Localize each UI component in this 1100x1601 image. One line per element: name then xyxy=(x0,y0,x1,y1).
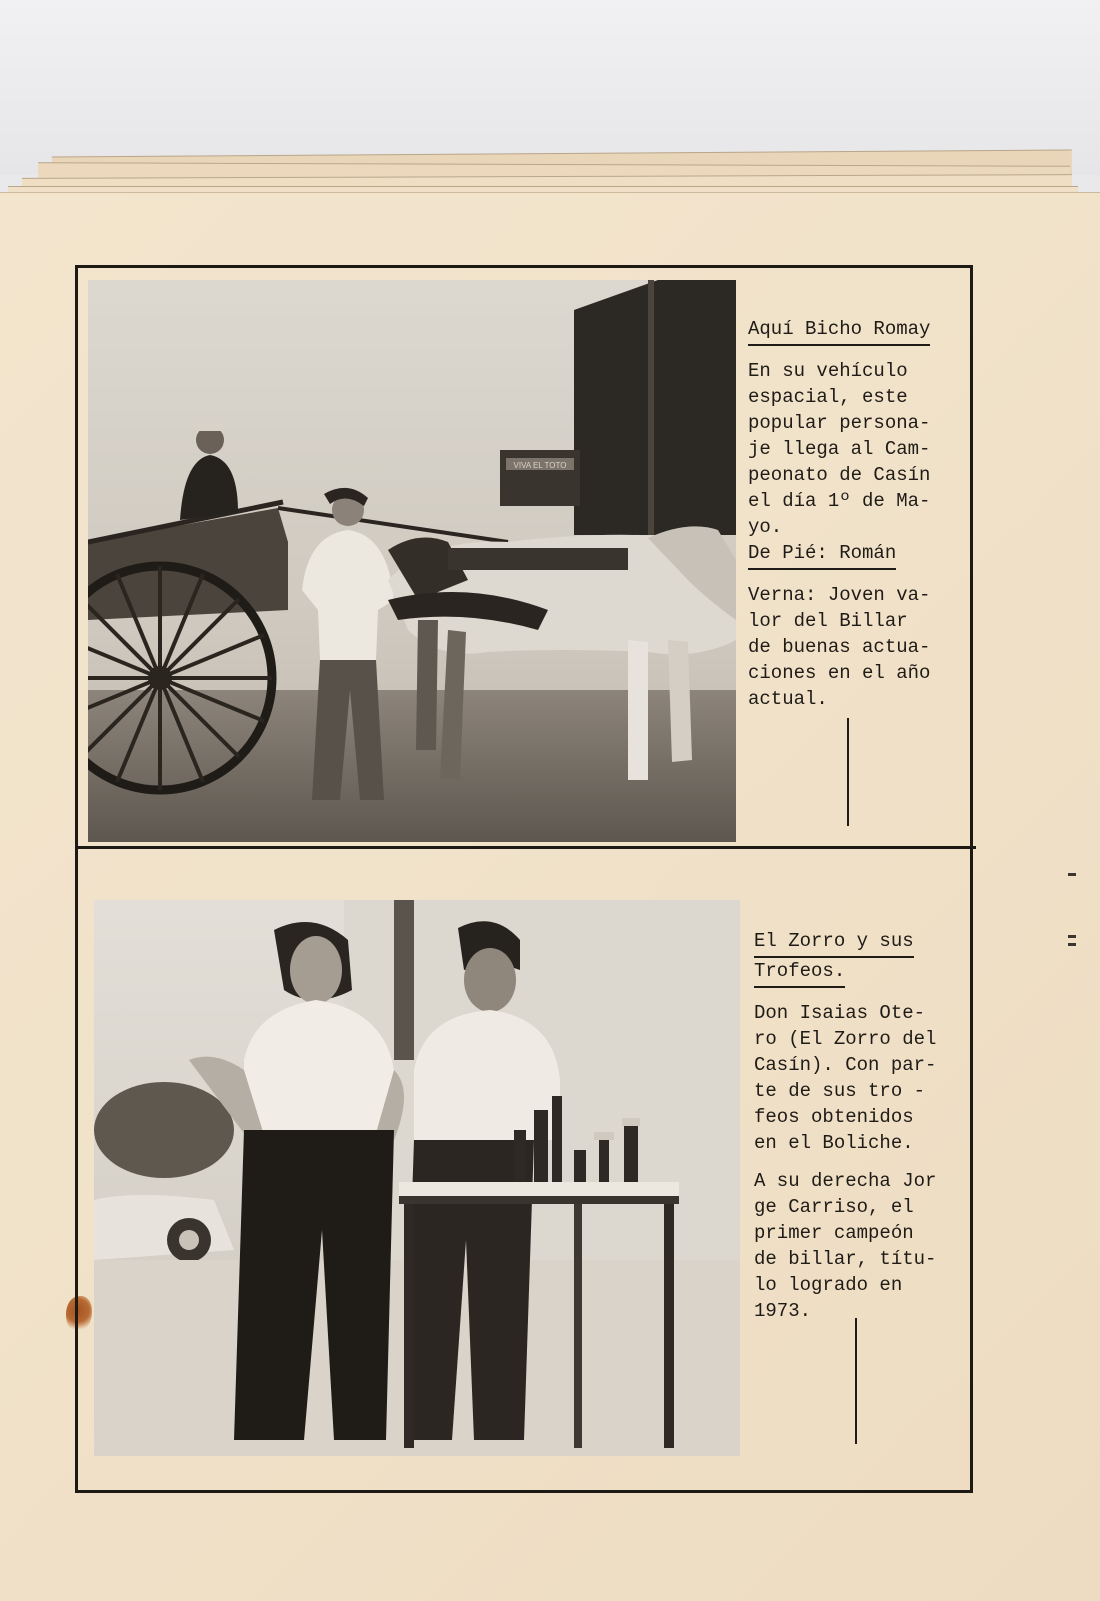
caption-line: je llega al Cam- xyxy=(748,438,931,460)
caption-line: ro (El Zorro del xyxy=(754,1028,937,1050)
caption-rule xyxy=(847,718,849,826)
caption-line: A su derecha Jor xyxy=(754,1170,937,1192)
top-caption xyxy=(748,316,968,712)
bottom-caption-title: El Zorro y sus xyxy=(754,928,914,958)
caption-line: 1973. xyxy=(754,1300,812,1322)
staple-mark xyxy=(1068,873,1076,876)
caption-line: ciones en el año xyxy=(748,662,931,684)
caption-line: primer campeón xyxy=(754,1222,914,1244)
photo-horse-cart xyxy=(88,280,736,842)
caption-line: te de sus tro - xyxy=(754,1080,926,1102)
photo-trophies xyxy=(94,900,740,1456)
staple-mark xyxy=(1068,935,1076,938)
caption-line: en el Boliche. xyxy=(754,1132,914,1154)
staple-mark xyxy=(1068,943,1076,946)
caption-line: peonato de Casín xyxy=(748,464,931,486)
caption-line: yo. xyxy=(748,516,783,538)
bottom-caption xyxy=(754,928,974,1324)
background-surface xyxy=(0,0,1100,175)
caption-line: Don Isaias Ote- xyxy=(754,1002,926,1024)
caption-line: Verna: Joven va- xyxy=(748,584,931,606)
caption-line: En su vehículo xyxy=(748,360,908,382)
caption-line: ge Carriso, el xyxy=(754,1196,914,1218)
horse-cart-illustration xyxy=(88,280,736,842)
top-caption-subtitle: De Pié: Román xyxy=(748,540,896,570)
caption-line: espacial, este xyxy=(748,386,908,408)
bottom-caption-title-cont: Trofeos. xyxy=(754,958,845,988)
caption-line: el día 1º de Ma- xyxy=(748,490,931,512)
caption-rule xyxy=(855,1318,857,1444)
trophies-illustration xyxy=(94,900,740,1456)
caption-line: feos obtenidos xyxy=(754,1106,914,1128)
caption-line: popular persona- xyxy=(748,412,931,434)
sign-text: VIVA EL TOTO xyxy=(513,461,567,470)
caption-line: Casín). Con par- xyxy=(754,1054,937,1076)
caption-line: lor del Billar xyxy=(748,610,908,632)
caption-line: actual. xyxy=(748,688,828,710)
top-caption-title: Aquí Bicho Romay xyxy=(748,316,930,346)
section-divider xyxy=(78,846,976,849)
caption-line: de billar, títu- xyxy=(754,1248,937,1270)
caption-line: de buenas actua- xyxy=(748,636,931,658)
caption-line: lo logrado en xyxy=(754,1274,903,1296)
